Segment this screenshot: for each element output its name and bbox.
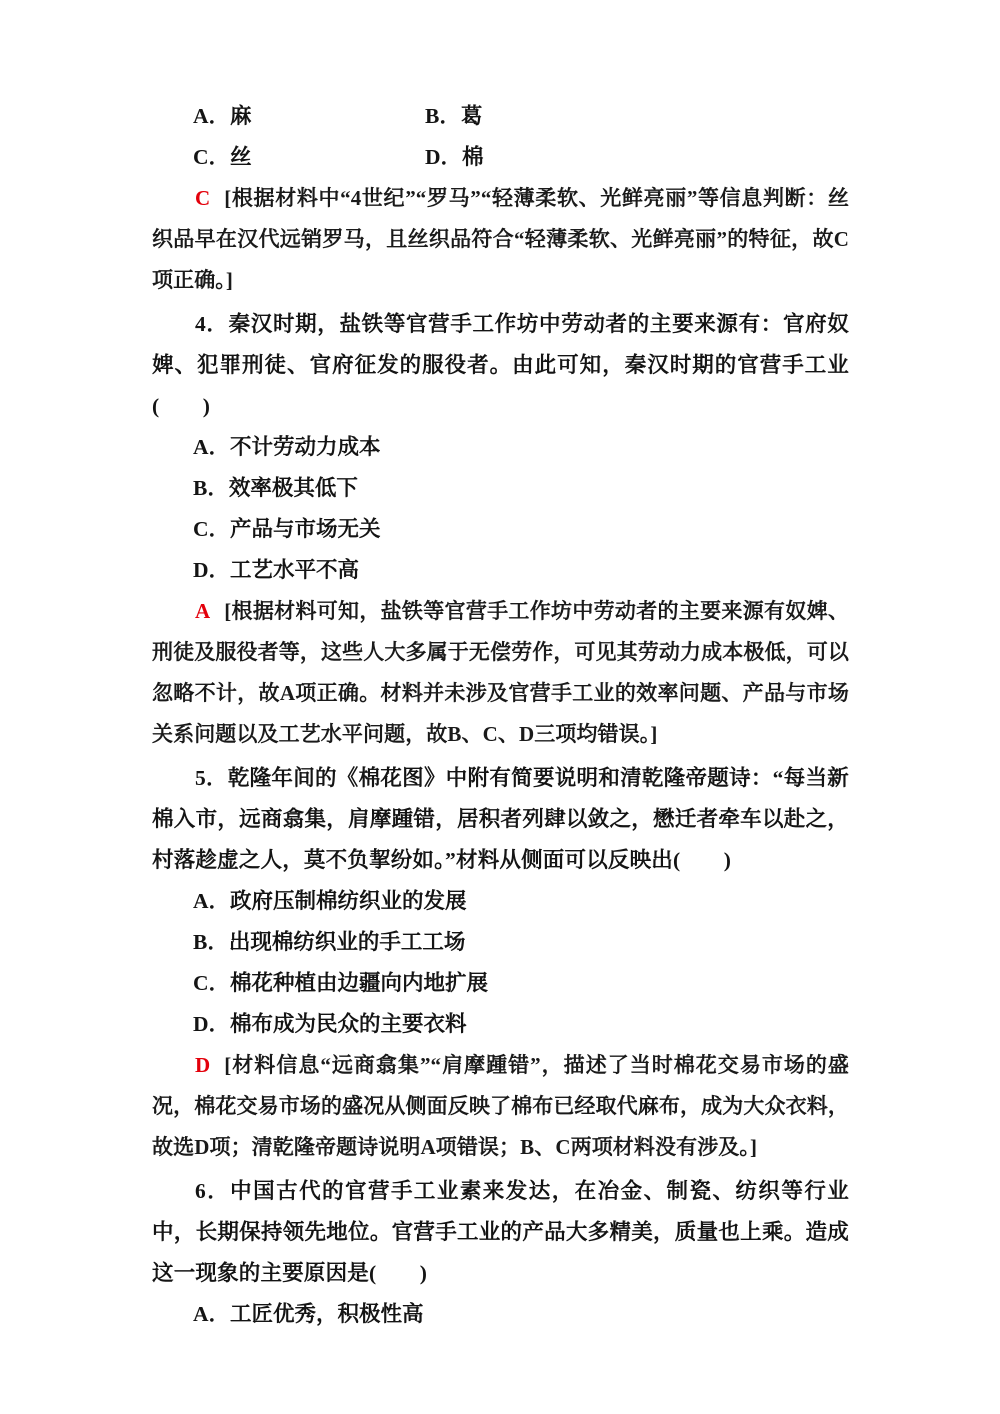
q3-option-row-ab: [152, 96, 849, 137]
q3-answer-letter: C: [195, 186, 211, 210]
q3-explanation-body: [根据材料中“4世纪”“罗马”“轻薄柔软、光鲜亮丽”等信息判断：丝织品早在汉代远销罗马，且丝织品符合“轻薄柔软、光鲜亮丽”的特征，故C项正确。]: [152, 186, 849, 292]
q6-stem: 6．中国古代的官营手工业素来发达，在冶金、制瓷、纺织等行业中，长期保持领先地位。官营手工业的产品大多精美，质量也上乘。造成这一现象的主要原因是( ): [152, 1179, 849, 1285]
q3-option-d[interactable]: D．棉: [425, 145, 484, 169]
q6-option-a[interactable]: A．工匠优秀，积极性高: [193, 1302, 424, 1326]
q3-option-c[interactable]: C．丝: [193, 145, 252, 169]
q3-option-b[interactable]: B．葛: [425, 104, 483, 128]
q4-explanation: [152, 591, 849, 755]
q4-option-c[interactable]: C．产品与市场无关: [193, 517, 381, 541]
q4-answer-letter: A: [195, 599, 211, 623]
q4-option-d[interactable]: D．工艺水平不高: [193, 558, 360, 582]
q3-option-row-cd: [152, 137, 849, 178]
q5-explanation-body: [材料信息“远商翕集”“肩摩踵错”，描述了当时棉花交易市场的盛况，棉花交易市场的盛况从侧面反映了棉布已经取代麻布，成为大众衣料，故选D项；清乾隆帝题诗说明A项错误；B、C两项材料没有涉及。]: [152, 1053, 849, 1159]
q5-option-b[interactable]: B．出现棉纺织业的手工工场: [193, 930, 466, 954]
q3-explanation: [152, 178, 849, 301]
q3-option-a[interactable]: A．麻: [193, 104, 252, 128]
q4-option-a[interactable]: A．不计劳动力成本: [193, 435, 381, 459]
q5-option-c[interactable]: C．棉花种植由边疆向内地扩展: [193, 971, 489, 995]
q5-explanation: [152, 1045, 849, 1168]
q5-answer-letter: D: [195, 1053, 211, 1077]
q4-explanation-body: [根据材料可知，盐铁等官营手工作坊中劳动者的主要来源有奴婢、刑徒及服役者等，这些人大多属于无偿劳作，可见其劳动力成本极低，可以忽略不计，故A项正确。材料并未涉及官营手工业的效率问题、产品与市场关系问题以及工艺水平问题，故B、C、D三项均错误。]: [152, 599, 849, 746]
q5-stem: 5．乾隆年间的《棉花图》中附有简要说明和清乾隆帝题诗：“每当新棉入市，远商翕集，肩摩踵错，居积者列肆以敛之，懋迁者牵车以赴之，村落趁虚之人，莫不负挈纷如。”材料从侧面可以反映出( ): [152, 766, 849, 872]
q4-stem: 4．秦汉时期，盐铁等官营手工作坊中劳动者的主要来源有：官府奴婢、犯罪刑徒、官府征发的服役者。由此可知，秦汉时期的官营手工业( ): [152, 312, 849, 418]
q5-option-d[interactable]: D．棉布成为民众的主要衣料: [193, 1012, 467, 1036]
q4-option-b[interactable]: B．效率极其低下: [193, 476, 358, 500]
page-content: [152, 96, 849, 1335]
q5-option-a[interactable]: A．政府压制棉纺织业的发展: [193, 889, 467, 913]
